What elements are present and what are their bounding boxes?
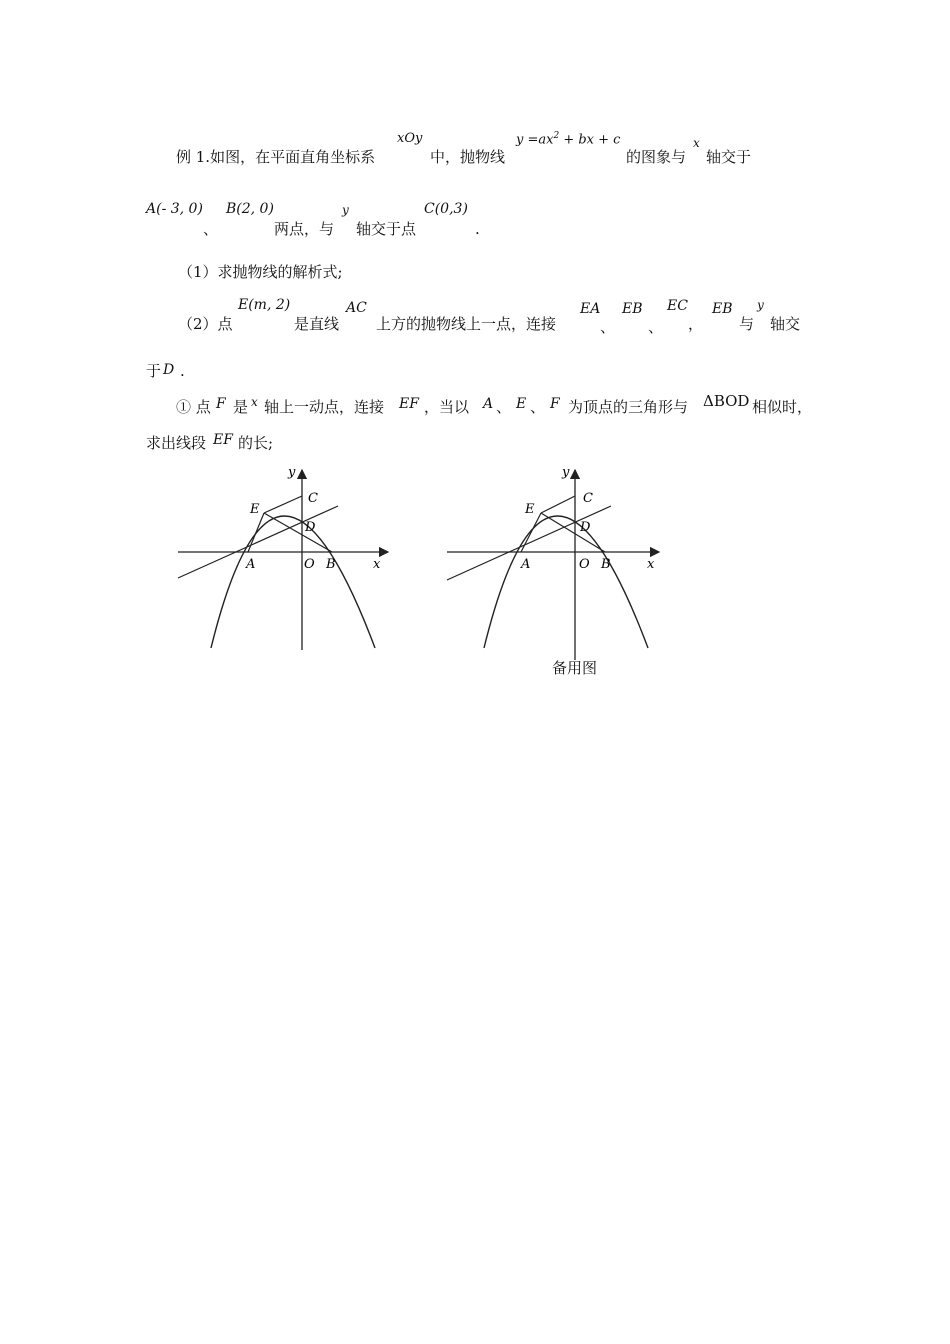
parabola-equation: $y =ax^2$ + bx + c xyxy=(516,131,621,148)
q2a-lead: ① 点 xyxy=(176,398,211,416)
point-b-coord: B(2, 0) xyxy=(226,201,274,217)
fig2-label-x: x xyxy=(647,557,655,572)
fig2-label-e: E xyxy=(525,502,535,517)
parabola-curve xyxy=(211,516,375,648)
line1-text-2: 中，抛物线 xyxy=(430,148,506,166)
segment-e-a xyxy=(521,513,541,552)
fig2-label-b: B xyxy=(601,557,611,572)
q2a-text-7: 的长; xyxy=(238,434,274,452)
equation-part-2: + bx + c xyxy=(559,132,621,148)
line-ac: AC xyxy=(346,300,367,316)
line2-text-2: 轴交于点 xyxy=(356,220,417,238)
fig1-label-d: D xyxy=(305,520,316,535)
fig1-label-b: B xyxy=(326,557,336,572)
y-variable: y xyxy=(342,203,349,217)
q2a-sep-2: 、 xyxy=(530,398,546,416)
q2-text-4: 轴交 xyxy=(770,315,801,333)
q2a-text-5: 相似时， xyxy=(752,398,813,416)
question-1: （1）求抛物线的解析式; xyxy=(178,263,343,281)
point-c-coord: C(0,3) xyxy=(424,201,468,217)
x-variable: x xyxy=(693,136,700,150)
point-a: A xyxy=(483,396,494,412)
q2-sep-1: 、 xyxy=(600,318,616,336)
fig2-label-o: O xyxy=(579,557,590,572)
q2a-text-4: 为顶点的三角形与 xyxy=(568,398,689,416)
line1-text-1: 例 1.如图，在平面直角坐标系 xyxy=(176,148,376,166)
q2-sep-2: 、 xyxy=(648,318,664,336)
fig1-label-y: y xyxy=(288,465,296,480)
segment-e-a xyxy=(248,513,264,552)
point-d: D xyxy=(163,362,175,378)
point-a-coord: A(- 3, 0) xyxy=(146,201,203,217)
parabola-curve xyxy=(484,516,648,648)
x-variable-2: x xyxy=(251,395,258,409)
segment-e-c xyxy=(541,496,575,513)
q2-comma: ， xyxy=(688,315,704,333)
triangle-bod: ΔBOD xyxy=(703,392,750,410)
line2-period: . xyxy=(475,220,480,238)
segment-ef-2: EF xyxy=(213,432,233,448)
figure-main xyxy=(170,460,400,660)
equation-part-1: y =ax xyxy=(516,132,554,148)
fig1-label-o: O xyxy=(304,557,315,572)
q2a-text-2: 轴上一动点，连接 xyxy=(264,398,385,416)
segment-ea: EA xyxy=(580,301,601,317)
fig1-label-e: E xyxy=(250,502,260,517)
point-f: F xyxy=(216,396,226,412)
point-e-coord: E(m, 2) xyxy=(238,297,291,313)
point-e: E xyxy=(516,396,527,412)
point-f-2: F xyxy=(550,396,560,412)
q2-text-1: 是直线 xyxy=(294,315,340,333)
q2a-sep-1: 、 xyxy=(496,398,512,416)
line1-text-3: 的图象与 xyxy=(626,148,687,166)
fig2-label-a: A xyxy=(521,557,531,572)
q2-lead: （2）点 xyxy=(178,315,233,333)
fig1-label-a: A xyxy=(246,557,256,572)
q2a-text-1: 是 xyxy=(233,398,249,416)
q2-text-5: 于 xyxy=(146,362,162,380)
fig1-label-c: C xyxy=(308,491,318,506)
q2-period: . xyxy=(180,362,185,380)
fig2-label-d: D xyxy=(580,520,591,535)
segment-eb: EB xyxy=(622,301,643,317)
backup-figure-caption: 备用图 xyxy=(552,659,598,677)
q2-text-3: 与 xyxy=(739,315,755,333)
line1-text-4: 轴交于 xyxy=(706,148,752,166)
q2a-text-6: 求出线段 xyxy=(146,434,207,452)
fig1-label-x: x xyxy=(373,557,381,572)
figure-backup xyxy=(443,460,673,660)
segment-e-b xyxy=(541,513,605,552)
fig2-label-c: C xyxy=(583,491,593,506)
fig2-label-y: y xyxy=(562,465,570,480)
separator: 、 xyxy=(203,220,219,238)
y-variable-2: y xyxy=(757,298,764,312)
q2-text-2: 上方的抛物线上一点，连接 xyxy=(376,315,557,333)
segment-ec: EC xyxy=(667,298,688,314)
coord-system-label: xOy xyxy=(397,131,423,146)
line2-text-1: 两点，与 xyxy=(274,220,335,238)
segment-eb-2: EB xyxy=(712,301,733,317)
segment-ef: EF xyxy=(399,396,419,412)
segment-e-c xyxy=(264,496,302,513)
q2a-text-3: ，当以 xyxy=(424,398,470,416)
